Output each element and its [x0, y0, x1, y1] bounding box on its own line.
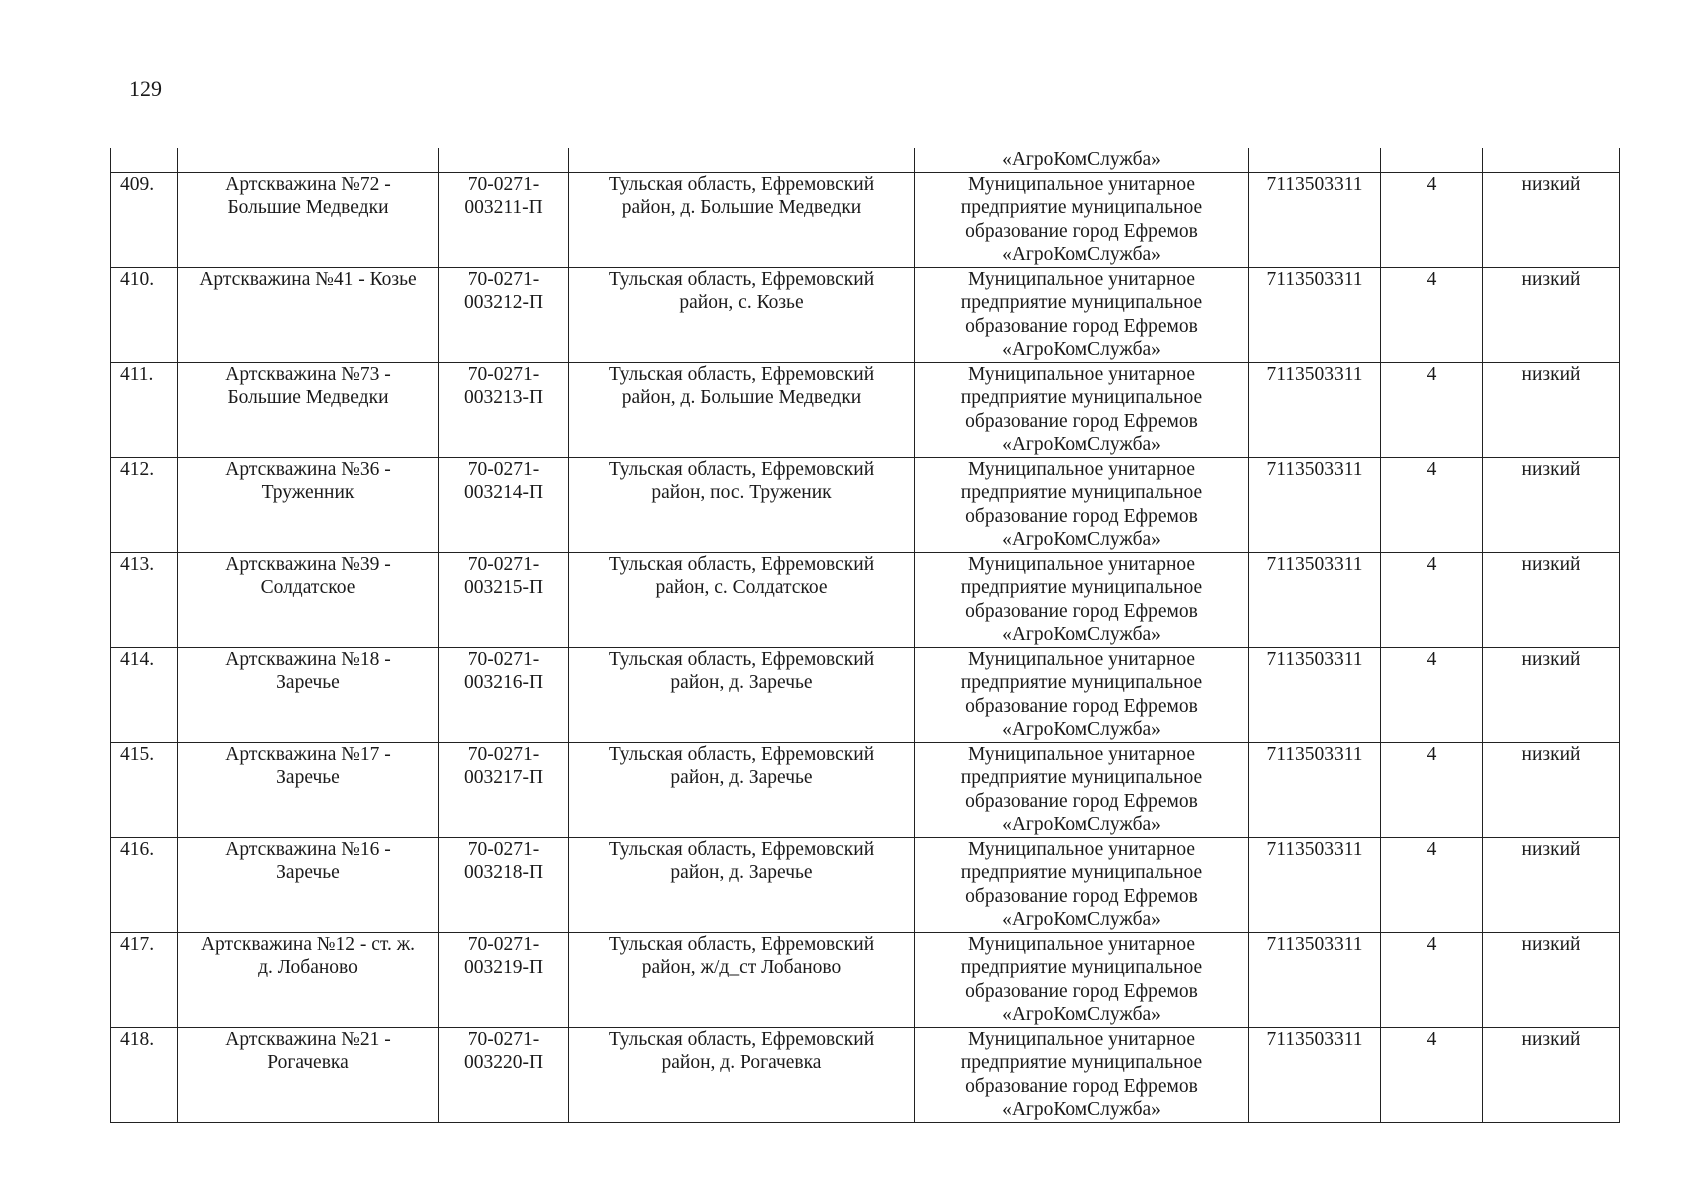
cell-category: 4 [1381, 267, 1483, 362]
cell-inn: 7113503311 [1249, 267, 1381, 362]
cell-number: 414. [111, 647, 178, 742]
cell-operator: «АгроКомСлужба» [915, 148, 1249, 172]
cell-risk-level: низкий [1483, 837, 1620, 932]
cell-object-name: Артскважина №72 - Большие Медведки [178, 172, 439, 267]
cell-category [1381, 148, 1483, 172]
cell-address: Тульская область, Ефремовский район, д. Большие Медведки [569, 362, 915, 457]
cell-category: 4 [1381, 742, 1483, 837]
cell-category: 4 [1381, 837, 1483, 932]
cell-inn: 7113503311 [1249, 362, 1381, 457]
cell-number: 412. [111, 457, 178, 552]
cell-risk-level: низкий [1483, 742, 1620, 837]
cell-address: Тульская область, Ефремовский район, ж/д_ст Лобаново [569, 932, 915, 1027]
cell-operator: Муниципальное унитарное предприятие муниципальное образование город Ефремов «АгроКомСлужба» [915, 267, 1249, 362]
cell-inn: 7113503311 [1249, 647, 1381, 742]
cell-operator: Муниципальное унитарное предприятие муниципальное образование город Ефремов «АгроКомСлужба» [915, 647, 1249, 742]
cell-inn: 7113503311 [1249, 552, 1381, 647]
cell-inn: 7113503311 [1249, 1027, 1381, 1122]
table-row-continuation [111, 148, 1620, 172]
cell-category: 4 [1381, 1027, 1483, 1122]
cell-object-code: 70-0271- 003211-П [439, 172, 569, 267]
cell-object-name: Артскважина №21 - Рогачевка [178, 1027, 439, 1122]
cell-risk-level: низкий [1483, 1027, 1620, 1122]
cell-object-code: 70-0271- 003220-П [439, 1027, 569, 1122]
cell-object-name [178, 148, 439, 172]
cell-address: Тульская область, Ефремовский район, д. Рогачевка [569, 1027, 915, 1122]
cell-inn: 7113503311 [1249, 837, 1381, 932]
cell-number: 418. [111, 1027, 178, 1122]
cell-object-name: Артскважина №17 - Заречье [178, 742, 439, 837]
cell-number: 415. [111, 742, 178, 837]
cell-risk-level [1483, 148, 1620, 172]
cell-category: 4 [1381, 647, 1483, 742]
cell-address: Тульская область, Ефремовский район, д. Заречье [569, 837, 915, 932]
cell-object-name: Артскважина №36 - Труженник [178, 457, 439, 552]
table-row [111, 742, 1620, 837]
cell-object-code: 70-0271- 003217-П [439, 742, 569, 837]
cell-inn [1249, 148, 1381, 172]
cell-address: Тульская область, Ефремовский район, д. Заречье [569, 742, 915, 837]
cell-address: Тульская область, Ефремовский район, с. Солдатское [569, 552, 915, 647]
cell-number: 413. [111, 552, 178, 647]
cell-operator: Муниципальное унитарное предприятие муниципальное образование город Ефремов «АгроКомСлужба» [915, 552, 1249, 647]
cell-number: 410. [111, 267, 178, 362]
registry-table [110, 148, 1620, 1123]
cell-inn: 7113503311 [1249, 172, 1381, 267]
table-row [111, 552, 1620, 647]
cell-category: 4 [1381, 362, 1483, 457]
cell-address: Тульская область, Ефремовский район, д. Заречье [569, 647, 915, 742]
table-body [111, 148, 1620, 1122]
cell-inn: 7113503311 [1249, 742, 1381, 837]
cell-address [569, 148, 915, 172]
table-row [111, 172, 1620, 267]
cell-category: 4 [1381, 457, 1483, 552]
cell-operator: Муниципальное унитарное предприятие муниципальное образование город Ефремов «АгроКомСлужба» [915, 932, 1249, 1027]
cell-number: 416. [111, 837, 178, 932]
cell-risk-level: низкий [1483, 932, 1620, 1027]
page-number: 129 [129, 76, 162, 101]
cell-category: 4 [1381, 172, 1483, 267]
cell-operator: Муниципальное унитарное предприятие муниципальное образование город Ефремов «АгроКомСлужба» [915, 457, 1249, 552]
cell-operator: Муниципальное унитарное предприятие муниципальное образование город Ефремов «АгроКомСлужба» [915, 362, 1249, 457]
cell-object-code: 70-0271- 003218-П [439, 837, 569, 932]
cell-address: Тульская область, Ефремовский район, с. Козье [569, 267, 915, 362]
cell-inn: 7113503311 [1249, 457, 1381, 552]
cell-operator: Муниципальное унитарное предприятие муниципальное образование город Ефремов «АгроКомСлужба» [915, 172, 1249, 267]
table-row [111, 647, 1620, 742]
cell-risk-level: низкий [1483, 457, 1620, 552]
cell-inn: 7113503311 [1249, 932, 1381, 1027]
cell-object-code: 70-0271- 003212-П [439, 267, 569, 362]
table-row [111, 932, 1620, 1027]
cell-object-name: Артскважина №41 - Козье [178, 267, 439, 362]
cell-object-name: Артскважина №16 - Заречье [178, 837, 439, 932]
cell-object-code [439, 148, 569, 172]
cell-object-code: 70-0271- 003215-П [439, 552, 569, 647]
cell-object-code: 70-0271- 003216-П [439, 647, 569, 742]
table-row [111, 267, 1620, 362]
cell-number [111, 148, 178, 172]
table-row [111, 1027, 1620, 1122]
cell-object-name: Артскважина №18 - Заречье [178, 647, 439, 742]
cell-object-name: Артскважина №73 - Большие Медведки [178, 362, 439, 457]
table-row [111, 457, 1620, 552]
cell-operator: Муниципальное унитарное предприятие муниципальное образование город Ефремов «АгроКомСлужба» [915, 742, 1249, 837]
table-row [111, 837, 1620, 932]
cell-object-name: Артскважина №39 - Солдатское [178, 552, 439, 647]
cell-object-code: 70-0271- 003213-П [439, 362, 569, 457]
cell-number: 409. [111, 172, 178, 267]
cell-category: 4 [1381, 552, 1483, 647]
cell-address: Тульская область, Ефремовский район, д. Большие Медведки [569, 172, 915, 267]
cell-object-name: Артскважина №12 - ст. ж. д. Лобаново [178, 932, 439, 1027]
cell-category: 4 [1381, 932, 1483, 1027]
cell-operator: Муниципальное унитарное предприятие муниципальное образование город Ефремов «АгроКомСлужба» [915, 1027, 1249, 1122]
cell-risk-level: низкий [1483, 362, 1620, 457]
cell-operator: Муниципальное унитарное предприятие муниципальное образование город Ефремов «АгроКомСлужба» [915, 837, 1249, 932]
cell-risk-level: низкий [1483, 267, 1620, 362]
cell-risk-level: низкий [1483, 552, 1620, 647]
table-row [111, 362, 1620, 457]
cell-risk-level: низкий [1483, 647, 1620, 742]
cell-object-code: 70-0271- 003214-П [439, 457, 569, 552]
cell-risk-level: низкий [1483, 172, 1620, 267]
cell-object-code: 70-0271- 003219-П [439, 932, 569, 1027]
cell-number: 411. [111, 362, 178, 457]
cell-number: 417. [111, 932, 178, 1027]
cell-address: Тульская область, Ефремовский район, пос. Труженик [569, 457, 915, 552]
